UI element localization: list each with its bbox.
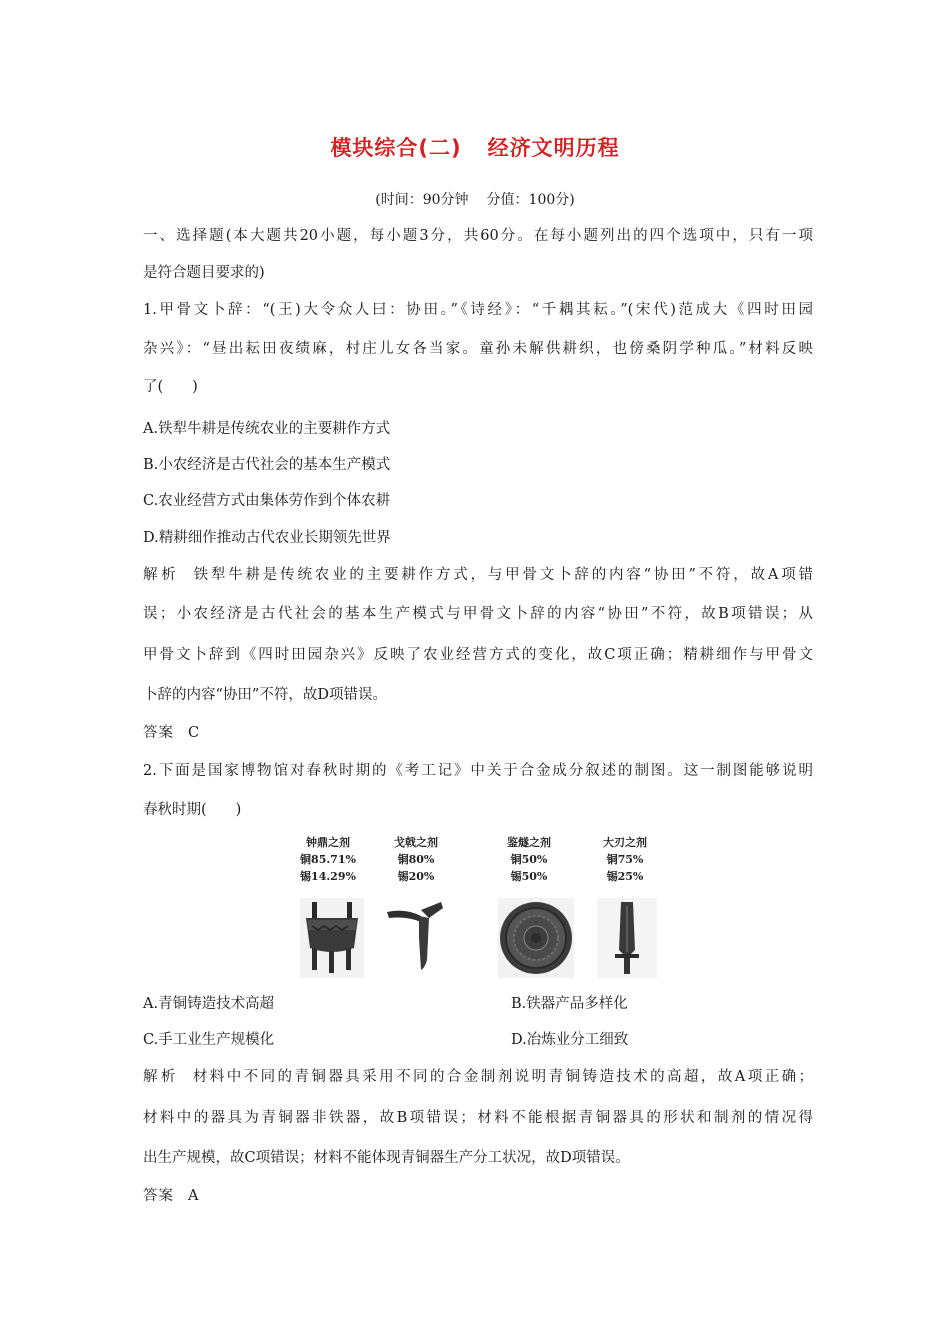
- q1-option-d: D.精耕细作推动古代农业长期领先世界: [143, 530, 391, 546]
- figure-caption-blade: [585, 834, 665, 885]
- caption-name: 大刃之剂: [603, 836, 647, 849]
- bronze-mirror-image: [498, 898, 574, 978]
- answer-label: 答案: [143, 1188, 174, 1204]
- q2-answer: [143, 1186, 813, 1206]
- caption-tin: 锡14.29%: [300, 870, 356, 883]
- bronze-blade-image: [597, 898, 657, 978]
- q2-analysis-line: 材料中的器具为青铜器非铁器，故B项错误；材料不能根据青铜器具的形状和制剂的情况得: [143, 1110, 813, 1126]
- caption-name: 钟鼎之剂: [306, 836, 350, 849]
- q2-stem-line: 2.下面是国家博物馆对春秋时期的《考工记》中关于合金成分叙述的制图。这一制图能够说明: [143, 763, 813, 779]
- q1-analysis-line: 甲骨文卜辞到《四时田园杂兴》反映了农业经营方式的变化，故C项正确；精耕细作与甲骨文: [143, 647, 813, 663]
- caption-copper: 铜85.71%: [300, 853, 356, 866]
- q1-option-c: C.农业经营方式由集体劳作到个体农耕: [143, 493, 391, 509]
- caption-copper: 铜75%: [606, 853, 644, 866]
- alloy-figure: [288, 834, 668, 982]
- q2-option-b: B.铁器产品多样化: [511, 996, 628, 1012]
- q1-analysis-text: 铁犁牛耕是传统农业的主要耕作方式，与甲骨文卜辞的内容“协田”不符，故A项错: [193, 567, 814, 583]
- exam-score: 分值：100分): [486, 192, 575, 208]
- caption-tin: 锡50%: [510, 870, 548, 883]
- q2-option-c: C.手工业生产规模化: [143, 1032, 275, 1048]
- section-instructions-cont: 是符合题目要求的): [143, 265, 265, 281]
- q2-analysis-line: 出生产规模，故C项错误；材料不能体现青铜器生产分工状况，故D项错误。: [143, 1150, 630, 1166]
- figure-caption-ge: [376, 834, 456, 885]
- bronze-ge-image: [385, 898, 447, 978]
- caption-copper: 铜80%: [397, 853, 435, 866]
- q2-option-d: D.冶炼业分工细致: [511, 1032, 629, 1048]
- caption-copper: 铜50%: [510, 853, 548, 866]
- caption-tin: 锡20%: [397, 870, 435, 883]
- q2-stem-line: 春秋时期( ): [143, 802, 242, 818]
- analysis-label: 解析: [143, 567, 180, 583]
- q2-analysis-line: [143, 1067, 813, 1087]
- q1-analysis-line: 误；小农经济是古代社会的基本生产模式与甲骨文卜辞的内容“协田”不符，故B项错误；从: [143, 606, 813, 622]
- q2-analysis-text: 材料中不同的青铜器具采用不同的合金制剂说明青铜铸造技术的高超，故A项正确；: [192, 1069, 814, 1085]
- page-title: [0, 132, 950, 162]
- answer-value: C: [188, 725, 200, 741]
- q2-option-a: A.青铜铸造技术高超: [143, 996, 275, 1012]
- q1-option-b: B.小农经济是古代社会的基本生产模式: [143, 457, 391, 473]
- title-part2: 经济文明历程: [487, 136, 620, 160]
- q1-stem-line: 了( ): [143, 379, 198, 395]
- q1-option-a: A.铁犁牛耕是传统农业的主要耕作方式: [143, 421, 391, 437]
- exam-meta: [0, 189, 950, 209]
- q1-stem-line: 杂兴》：“昼出耘田夜绩麻，村庄儿女各当家。童孙未解供耕织，也傍桑阴学种瓜。”材料反映: [143, 341, 813, 357]
- q1-answer: [143, 723, 813, 743]
- section-instructions: 一、选择题(本大题共20小题，每小题3分，共60分。在每小题列出的四个选项中，只有一项: [143, 228, 813, 244]
- q1-analysis-line: 卜辞的内容“协田”不符，故D项错误。: [143, 687, 387, 703]
- caption-name: 鉴燧之剂: [507, 836, 551, 849]
- answer-value: A: [188, 1188, 199, 1204]
- title-part1: 模块综合(二): [330, 136, 462, 160]
- bronze-ding-image: [300, 898, 364, 978]
- exam-time: (时间：90分钟: [375, 192, 469, 208]
- analysis-label: 解析: [143, 1069, 179, 1085]
- figure-caption-ding: [288, 834, 368, 885]
- caption-tin: 锡25%: [606, 870, 644, 883]
- figure-caption-jian: [489, 834, 569, 885]
- q1-analysis-line: [143, 565, 813, 585]
- answer-label: 答案: [143, 725, 174, 741]
- caption-name: 戈戟之剂: [394, 836, 438, 849]
- q1-stem-line: 1.甲骨文卜辞：“(王)大令众人曰：协田。”《诗经》：“千耦其耘。”(宋代)范成大《四时田园: [143, 302, 813, 318]
